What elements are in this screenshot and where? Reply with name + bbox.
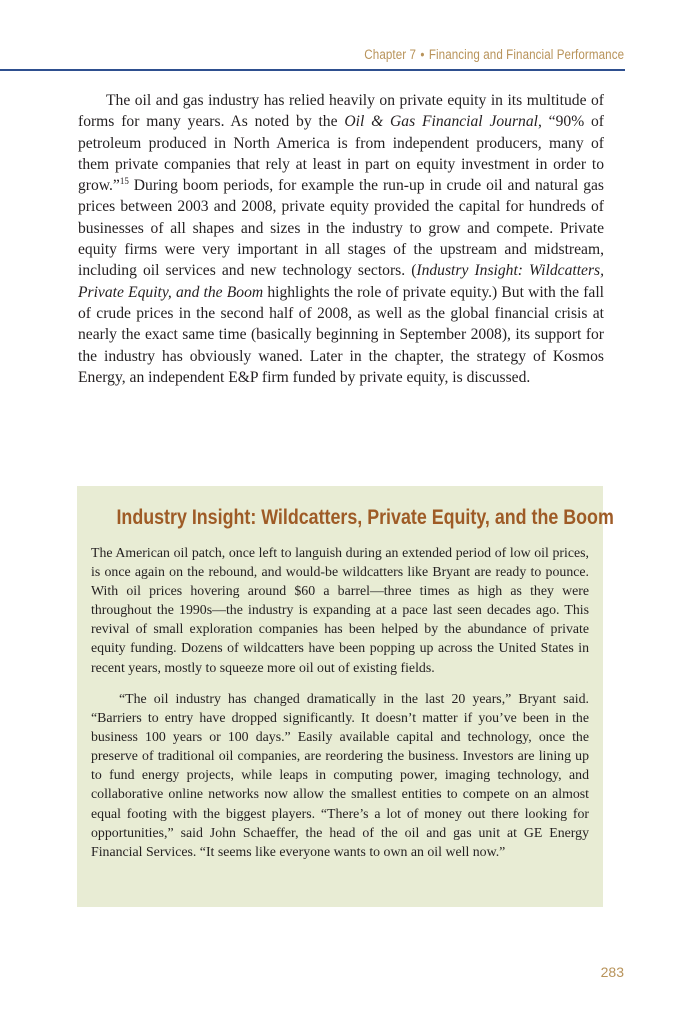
body-text: highlights the role of private equity.) But with the fall of crude prices in the second half of 2008, as well as the global financial crisis at nearly the exact same time (basically beginning in September 2008), its support for the industry has obviously waned. Later in the chapter, the strategy of Kosmos Energy, an independent E&P firm funded by private equity, is discussed. bbox=[78, 283, 604, 386]
body-text: During boom periods, for example the run-up in crude oil and natural gas prices between 2003 and 2008, private equity provided the capital for hundreds of businesses of all shapes and sizes in the industry to grow and compete. Private equity firms were very important in all stages of the upstream and midstream, including oil services and new technology sectors. ( bbox=[78, 177, 604, 280]
sidebar-title: Industry Insight: Wildcatters, Private Equity, and the Boom bbox=[116, 506, 614, 529]
industry-insight-box bbox=[77, 486, 614, 907]
body-text: The oil and gas industry has relied heavily on private equity in its multitude of forms for many years. As noted by the bbox=[78, 92, 604, 131]
page-number: 283 bbox=[600, 964, 624, 980]
header-rule bbox=[0, 69, 625, 71]
header-bullet: • bbox=[420, 47, 425, 62]
section-title: Financing and Financial Performance bbox=[428, 47, 624, 62]
chapter-label: Chapter 7 bbox=[364, 47, 416, 62]
body-text: , “90% of petroleum produced in North America is from independent producers, many of them private companies that rely at least in part on equity investment in order to grow.” bbox=[78, 113, 604, 195]
journal-title: Oil & Gas Financial Journal bbox=[344, 113, 538, 131]
sidebar-paragraph: “The oil industry has changed dramatically in the last 20 years,” Bryant said. “Barriers to entry have dropped significantly. It doesn’t matter if you’ve been in the business 100 years or 100 days.” Easily available capital and technology, once the preserve of traditional oil companies, are reordering the business. Investors are lining up to fund energy projects, while leaps in computing power, imaging technology, and collaborative online networks now allow the smallest entities to compete on an almost equal footing with the biggest players. “There’s a lot of money out there looking for opportunities,” said John Schaeffer, the head of the oil and gas unit at GE Energy Financial Services. “It seems like everyone wants to own an oil well now.” bbox=[91, 691, 589, 859]
insight-reference: Industry Insight: Wildcatters, Private Equity, and the Boom bbox=[78, 262, 604, 301]
running-header bbox=[364, 47, 624, 62]
footnote-ref: 15 bbox=[119, 176, 129, 186]
body-paragraph bbox=[78, 90, 604, 388]
sidebar-paragraph: The American oil patch, once left to languish during an extended period of low oil prices, is once again on the rebound, and would-be wildcatters like Bryant are ready to pounce. With oil prices hovering around $60 a barrel—three times as high as they were throughout the 1990s—the industry is expanding at a pace last seen decades ago. This revival of small exploration companies has been helped by the abundance of private equity funding. Dozens of wildcatters have been popping up across the United States in recent years, mostly to squeeze more oil out of existing fields. bbox=[91, 545, 589, 675]
